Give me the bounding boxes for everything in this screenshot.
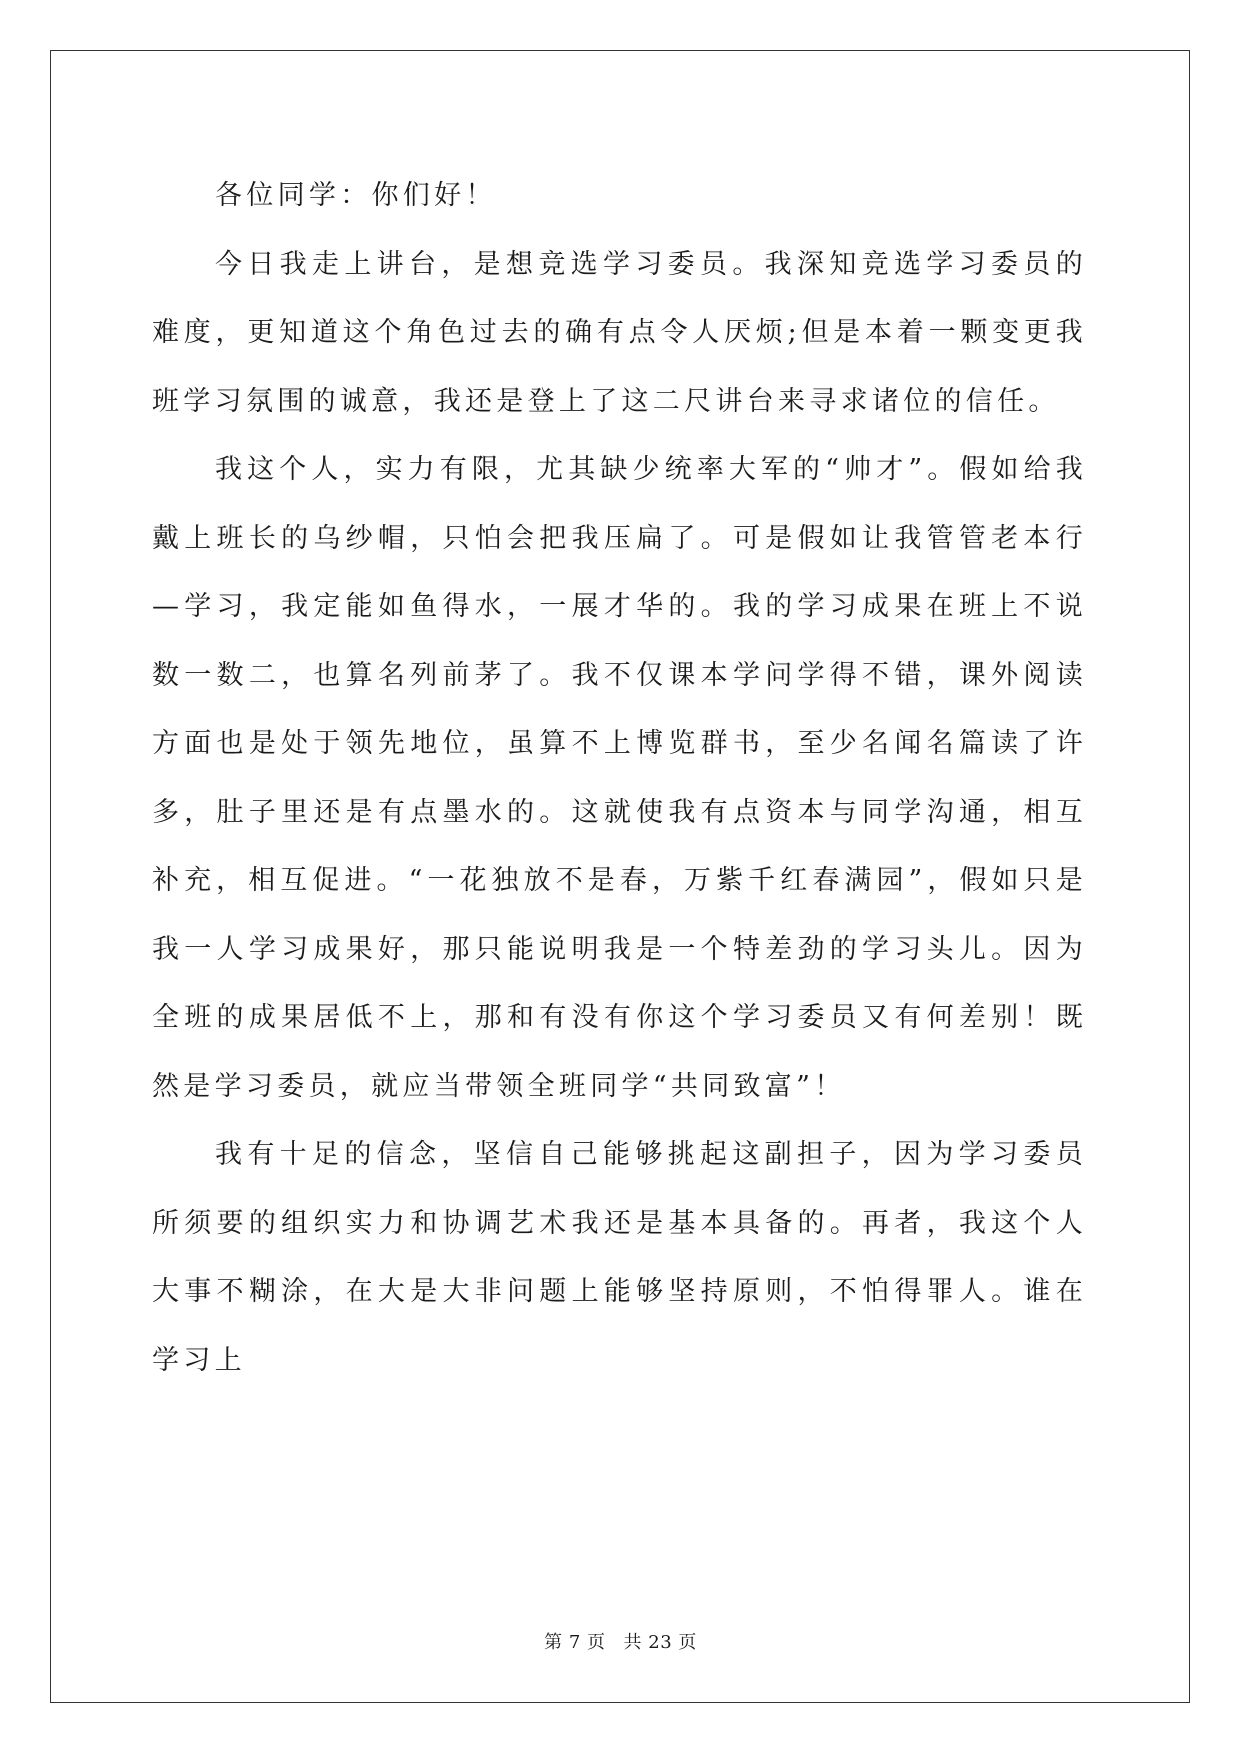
page-number: 第 7 页	[544, 1632, 606, 1653]
body-paragraph-ability: 我这个人，实力有限，尤其缺少统率大军的“帅才”。假如给我戴上班长的乌纱帽，只怕会把我压扁了。可是假如让我管管老本行—学习，我定能如鱼得水，一展才华的。我的学习成果在班上不说数一数二，也算名列前茅了。我不仅课本学问学得不错，课外阅读方面也是处于领先地位，虽算不上博览群书，至少名闻名篇读了许多，肚子里还是有点墨水的。这就使我有点资本与同学沟通，相互补充，相互促进。“一花独放不是春，万紫千红春满园”，假如只是我一人学习成果好，那只能说明我是一个特差劲的学习头儿。因为全班的成果居低不上，那和有没有你这个学习委员又有何差别！既然是学习委员，就应当带领全班同学“共同致富”！	[152, 454, 1087, 1102]
page-total: 共 23 页	[623, 1632, 697, 1653]
greeting-paragraph: 各位同学：你们好！	[215, 180, 497, 211]
document-body	[152, 162, 1087, 1395]
body-paragraph-intro: 今日我走上讲台，是想竞选学习委员。我深知竞选学习委员的难度，更知道这个角色过去的确有点令人厌烦;但是本着一颗变更我班学习氛围的诚意，我还是登上了这二尺讲台来寻求诸位的信任。	[152, 248, 1087, 417]
body-paragraph-confidence: 我有十足的信念，坚信自己能够挑起这副担子，因为学习委员所须要的组织实力和协调艺术我还是基本具备的。再者，我这个人大事不糊涂，在大是大非问题上能够坚持原则，不怕得罪人。谁在学习上	[152, 1139, 1087, 1376]
page-footer	[0, 1628, 1241, 1654]
